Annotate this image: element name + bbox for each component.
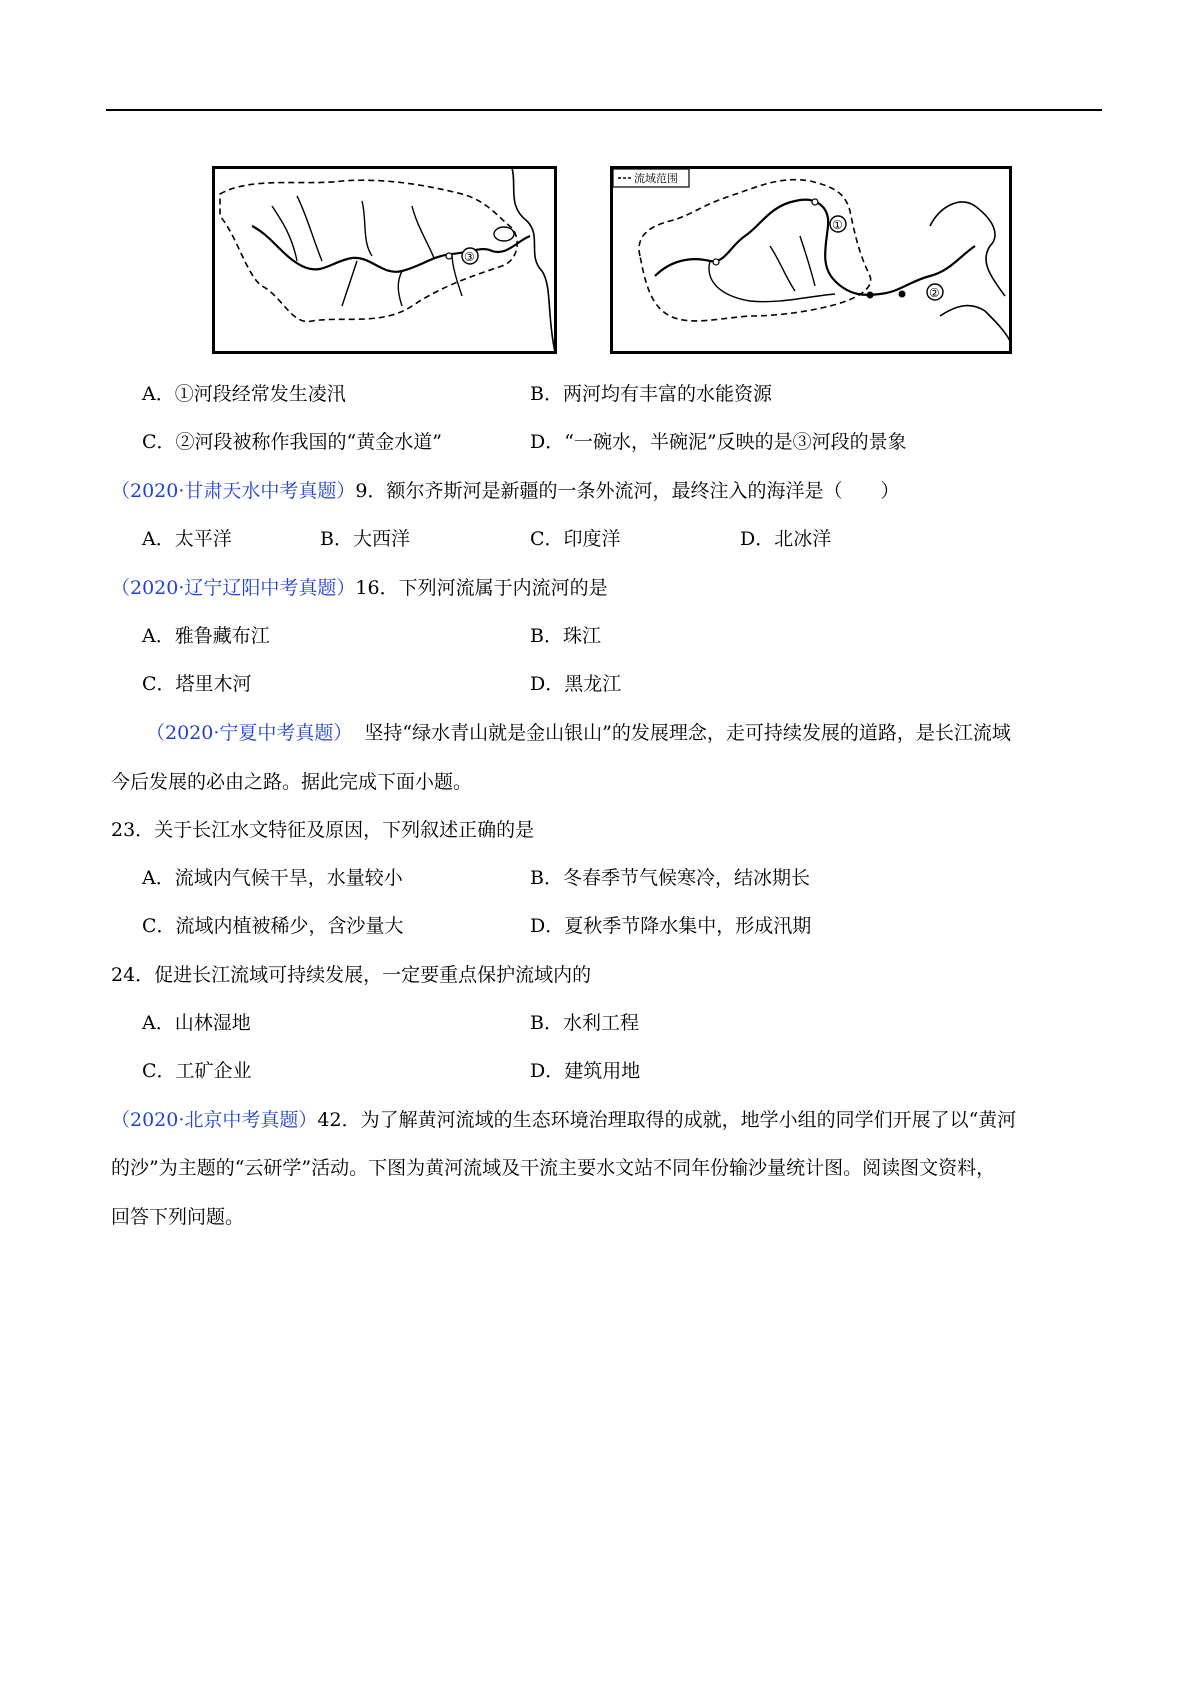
question-24-option-d: D．建筑用地 [530, 1060, 641, 1082]
question-9-stem: （2020·甘肃天水中考真题）9．额尔齐斯河是新疆的一条外流河，最终注入的海洋是（ ） [111, 480, 900, 502]
question-23-option-c: C．流域内植被稀少，含沙量大 [142, 915, 404, 937]
map-label-3: ③ [464, 250, 475, 264]
prev-option-d: D．“一碗水，半碗泥”反映的是③河段的景象 [530, 431, 907, 453]
header-rule [106, 109, 1102, 111]
question-42-line-2: 的沙”为主题的“云研学”活动。下图为黄河流域及干流主要水文站不同年份输沙量统计图。阅读图文资料， [111, 1157, 996, 1179]
question-24-option-a: A．山林湿地 [142, 1012, 251, 1034]
question-42-source: （2020·北京中考真题） [111, 1109, 318, 1131]
passage-line-2: 今后发展的必由之路。据此完成下面小题。 [111, 771, 473, 793]
question-23-option-d: D．夏秋季节降水集中，形成汛期 [530, 915, 812, 937]
question-9-option-c: C．印度洋 [530, 528, 621, 550]
map-label-1: ① [832, 218, 843, 232]
question-16-option-c: C．塔里木河 [142, 673, 252, 695]
river-maps [212, 166, 1012, 356]
question-23-option-b: B．冬春季节气候寒冷，结冰期长 [530, 867, 810, 889]
prev-option-a: A．①河段经常发生凌汛 [142, 383, 346, 405]
question-9-option-b: B．大西洋 [320, 528, 410, 550]
question-23-option-a: A．流域内气候干旱，水量较小 [142, 867, 403, 889]
question-24-option-b: B．水利工程 [530, 1012, 639, 1034]
passage-line-1: （2020·宁夏中考真题） 坚持“绿水青山就是金山银山”的发展理念，走可持续发展的道路，是长江流域 [146, 722, 1011, 744]
map-legend-basin: 流域范围 [634, 172, 678, 185]
question-16-option-a: A．雅鲁藏布江 [142, 625, 270, 647]
question-16-source: （2020·辽宁辽阳中考真题） [111, 577, 356, 599]
question-23-stem: 23．关于长江水文特征及原因，下列叙述正确的是 [111, 819, 535, 841]
prev-option-b: B．两河均有丰富的水能资源 [530, 383, 772, 405]
question-9-option-a: A．太平洋 [142, 528, 232, 550]
question-9-source: （2020·甘肃天水中考真题） [111, 480, 356, 502]
map-label-2: ② [929, 286, 940, 300]
question-42-line-3: 回答下列问题。 [111, 1206, 245, 1228]
question-16-stem: （2020·辽宁辽阳中考真题）16．下列河流属于内流河的是 [111, 577, 608, 599]
prev-option-c: C．②河段被称作我国的“黄金水道” [142, 431, 442, 453]
question-24-stem: 24．促进长江流域可持续发展，一定要重点保护流域内的 [111, 964, 592, 986]
question-16-option-b: B．珠江 [530, 625, 601, 647]
question-9-option-d: D．北冰洋 [740, 528, 832, 550]
question-16-option-d: D．黑龙江 [530, 673, 622, 695]
yellow-river-map [610, 166, 1012, 354]
question-24-option-c: C．工矿企业 [142, 1060, 252, 1082]
question-42-line-1: （2020·北京中考真题）42．为了解黄河流域的生态环境治理取得的成就，地学小组的同学们开展了以“黄河 [111, 1109, 1017, 1131]
yangtze-river-map [212, 166, 557, 354]
passage-source: （2020·宁夏中考真题） [146, 722, 353, 744]
